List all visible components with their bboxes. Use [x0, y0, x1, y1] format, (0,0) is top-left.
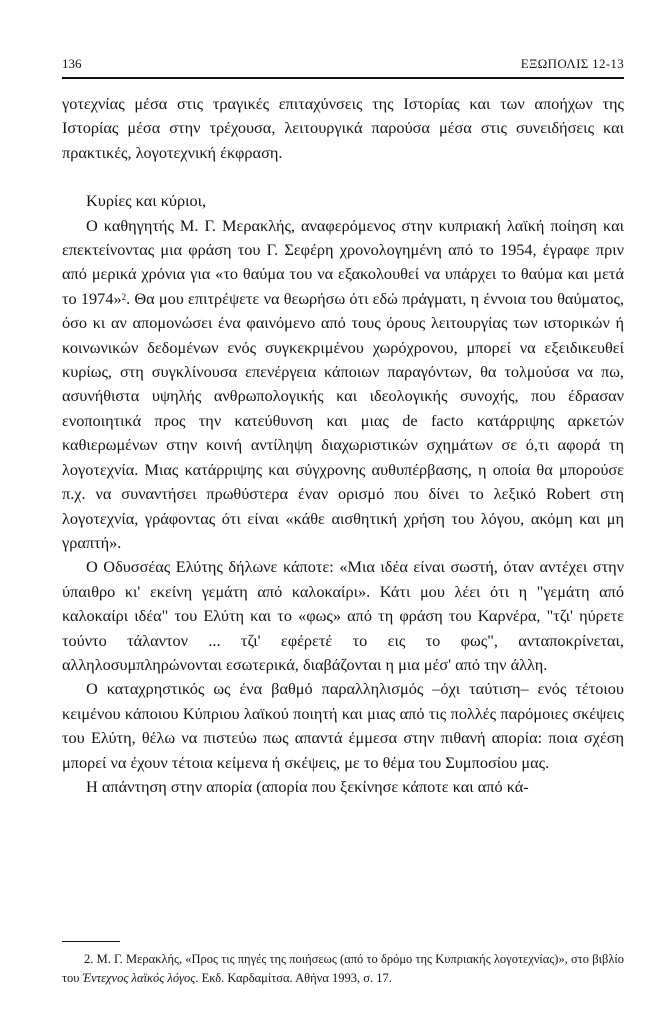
footnote-rule — [62, 941, 120, 942]
paragraph-text: Ο καθηγητής Μ. Γ. Μερακλής, αναφερόμενος στην κυπριακή λαϊκή ποίηση και επεκτείνοντας μια φράση του Γ. Σεφέρη χρονολογημένη από το 1954, έγραφε πριν από μερικά χρόνια για «το θαύμα του να εξακολουθεί να υπάρχει το θαύμα και μετά το 1974» — [62, 215, 624, 308]
body-text — [62, 92, 624, 799]
salutation: Κυρίες και κύριοι, — [86, 191, 207, 211]
paragraph-text: . Θα μου επιτρέψετε να θεωρήσω ότι εδώ πράγματι, η έννοια του θαύματος, όσο κι αν απομονώσει ένα φαινόμενο από τους όρους λειτουργίας των ιστορικών ή κοινωνικών δεδομένων ενός συγκεκριμένου χωρόχρονου, μπορεί να εξειδικευθεί κυρίως, στη συγκλίνουσα επενέργεια κάποιων παραγόντων, θα τολμούσα να πω, ασυνήθιστα υψηλής ανθρωπολογικής και ιδεολογικής συνοχής, που έδρασαν ενοποιητικά προς την κατεύθυνση και μιας de facto κατάρριψης αρκετών καθιερωμένων στην κοινή αντίληψη διαχωριστικών σχημάτων σε ό,τι αφορά τη λογοτεχνία. Μιας κατάρριψης και σύγχρονης αυθυπέρβασης, η οποία θα μπορούσε π.χ. να συναντήσει πρωθύστερα έναν ορισμό που δίνει το λεξικό Robert στη λογοτεχνία, γράφοντας ότι είναι «κάθε αισθητική χρήση του λόγου, ακόμη και μη γραπτή». — [62, 288, 624, 552]
page-number: 136 — [62, 56, 82, 71]
footnote-text: 2. Μ. Γ. Μερακλής, «Προς τις πηγές της ποιήσεως (από το δρόμο της Κυπριακής λογοτεχνίας)», στο βιβλίο του — [62, 952, 624, 985]
paragraph-merakles — [62, 214, 624, 556]
footnote-text: . Εκδ. Καρδαμίτσα. Αθήνα 1993, σ. 17. — [195, 971, 392, 985]
running-head — [62, 56, 624, 74]
header-rule — [62, 77, 624, 79]
footnote-ref: 2 — [121, 291, 127, 302]
paragraph-parallelism: Ο καταχρηστικός ως ένα βαθμό παραλληλισμός –όχι ταύτιση– ενός τέτοιου κειμένου κάποιου Κύπριου λαϊκού ποιητή και μιας από τις πολλές παρόμοιες σκέψεις του Ελύτη, θέλω να πιστεύω πως απαντά έμμεσα στην πιθανή απορία: ποια σχέση μπορεί να έχουν τέτοια κείμενα ή σκέψεις, με το θέμα του Συμποσίου μας. — [62, 679, 624, 772]
paragraph-answer: Η απάντηση στην απορία (απορία που ξεκίνησε κάποτε και από κά- — [86, 776, 529, 796]
paragraph-elytis: Ο Οδυσσέας Ελύτης δήλωνε κάποτε: «Μια ιδέα είναι σωστή, όταν αντέχει στην ύπαιθρο κι' εκείνη γεμάτη από καλοκαίρι». Κάτι μου λέει ότι η "γεμάτη από καλοκαίρι ιδέα" του Ελύτη και το «φως» από τη φράση του Καρνέρα, "τζι' ηύρετε τούντο τάλαντον ... τζι' εφέρετέ το εις το φως", ανταποκρίνεται, αλληλοσυμπληρώνονται εσωτερικά, διαβάζονται η μια μέσ' από την άλλη. — [62, 557, 624, 674]
journal-title: ΕΞΩΠΟΛΙΣ 12-13 — [520, 56, 624, 71]
book-title: Έντεχνος λαϊκός λόγος — [82, 971, 196, 985]
footnote — [62, 950, 624, 988]
paragraph-continuation: γοτεχνίας μέσα στις τραγικές επιταχύνσεις της Ιστορίας και των αποήχων της Ιστορίας μέσα στην τρέχουσα, λειτουργικά παρούσα μέσα στις συνειδήσεις και πρακτικές, λογοτεχνική έκφραση. — [62, 94, 624, 162]
